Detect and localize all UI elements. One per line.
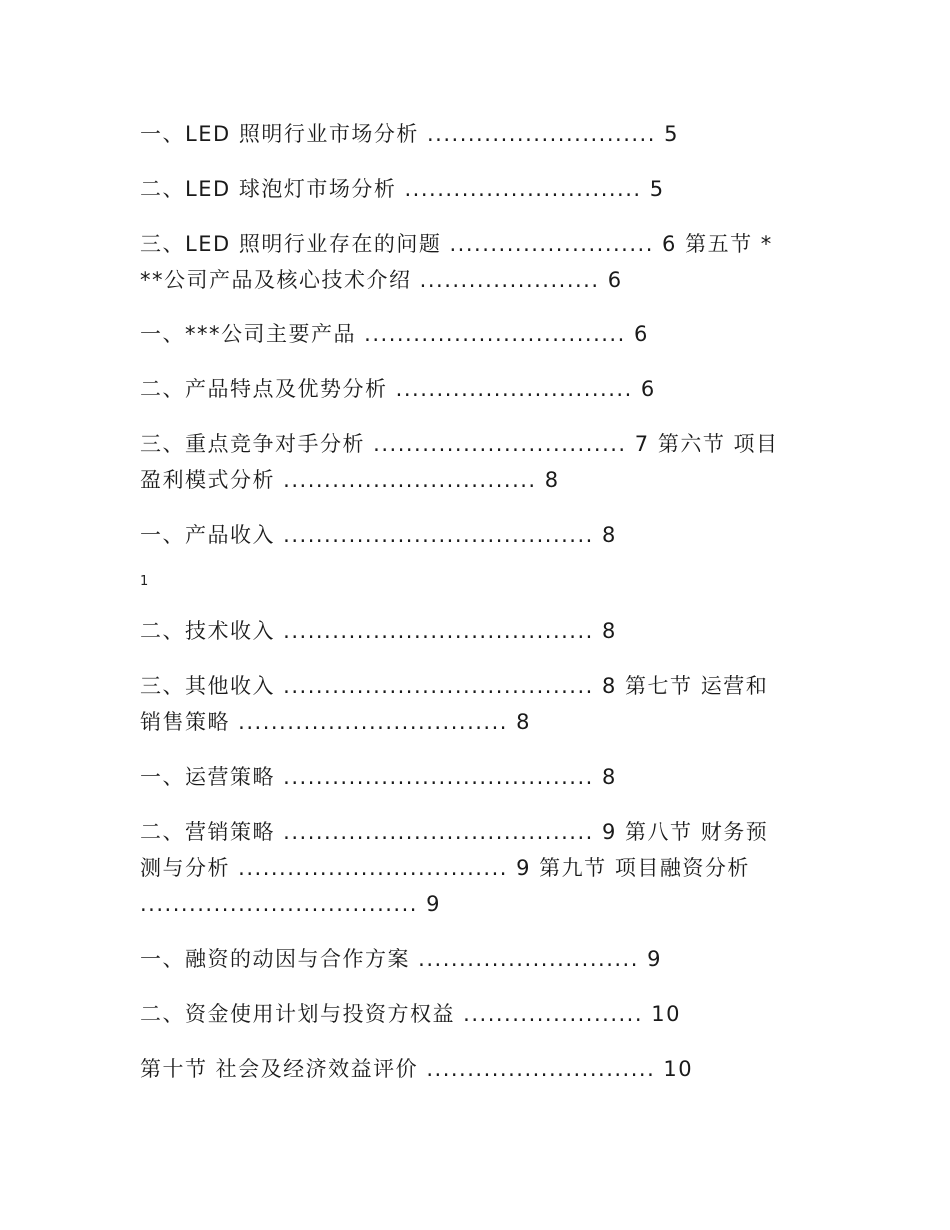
- toc-entry: .................................. 9: [140, 892, 441, 916]
- toc-entry: 一、***公司主要产品 ................................ 6: [140, 322, 649, 346]
- toc-entry: 一、运营策略 ...................................... 8: [140, 765, 617, 789]
- toc-entry: 一、LED 照明行业市场分析 ............................ 5: [140, 122, 679, 146]
- toc-entry: 三、重点竞争对手分析 ............................... 7 第六节 项目: [140, 432, 779, 456]
- toc-entry: 二、LED 球泡灯市场分析 ............................. 5: [140, 177, 665, 201]
- toc-entry: 一、产品收入 ...................................... 8: [140, 523, 617, 547]
- toc-entry: 三、其他收入 ...................................... 8 第七节 运营和: [140, 674, 769, 698]
- toc-entry: 盈利模式分析 ............................... 8: [140, 468, 560, 492]
- toc-entry: 测与分析 ................................. 9 第九节 项目融资分析: [140, 856, 750, 880]
- toc-entry: **公司产品及核心技术介绍 ...................... 6: [140, 268, 623, 292]
- toc-entry: 二、营销策略 ...................................... 9 第八节 财务预: [140, 820, 769, 844]
- toc-entry: 销售策略 ................................. 8: [140, 710, 531, 734]
- toc-entry: 二、产品特点及优势分析 ............................. 6: [140, 377, 656, 401]
- toc-entry: 二、技术收入 ...................................... 8: [140, 619, 617, 643]
- page-number: 1: [140, 574, 149, 589]
- toc-entry: 第十节 社会及经济效益评价 ............................ 10: [140, 1057, 694, 1081]
- toc-entry: 一、融资的动因与合作方案 ........................... 9: [140, 947, 662, 971]
- toc-entry: 二、资金使用计划与投资方权益 ...................... 10: [140, 1002, 681, 1026]
- toc-entry: 三、LED 照明行业存在的问题 ......................... 6 第五节 *: [140, 232, 773, 256]
